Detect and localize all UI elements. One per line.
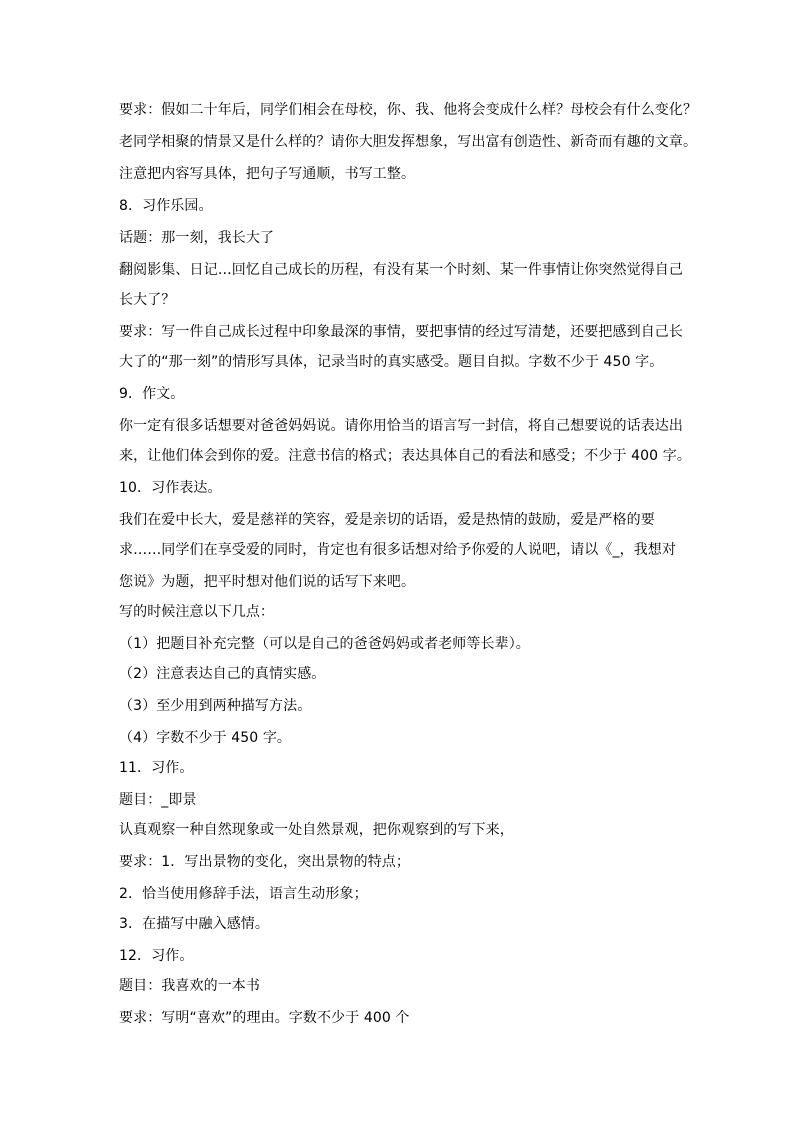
- list-item: （4）字数不少于 450 字。: [119, 730, 292, 746]
- text-line: 要求：假如二十年后，同学们相会在母校，你、我、他将会变成什么样？母校会有什么变化？: [119, 102, 698, 118]
- text-line: 认真观察一种自然现象或一处自然景观，把你观察到的写下来，: [119, 822, 514, 838]
- question-heading: 10．习作表达。: [119, 480, 222, 496]
- text-line: 老同学相聚的情景又是什么样的？请你大胆发挥想象，写出富有创造性、新奇而有趣的文章。: [119, 134, 698, 150]
- list-item: （1）把题目补充完整（可以是自己的爸爸妈妈或者老师等长辈）。: [119, 636, 530, 652]
- text-line: 我们在爱中长大，爱是慈祥的笑容，爱是亲切的话语，爱是热情的鼓励，爱是严格的要: [119, 512, 655, 528]
- question-heading: 9．作文。: [119, 386, 185, 402]
- text-line: 话题：那一刻，我长大了: [119, 230, 275, 246]
- text-line: 写的时候注意以下几点：: [119, 604, 275, 620]
- text-line: 要求：写明“喜欢”的理由。字数不少于 400 个: [119, 1010, 410, 1026]
- text-line: 大了的“那一刻”的情形写具体，记录当时的真实感受。题目自拟。字数不少于 450 字。: [119, 354, 664, 370]
- list-item: （2）注意表达自己的真情实感。: [119, 666, 326, 682]
- list-item: 3．在描写中融入感情。: [119, 916, 270, 932]
- list-item: （3）至少用到两种描写方法。: [119, 698, 312, 714]
- text-line: 注意把内容写具体，把句子写通顺，书写工整。: [119, 166, 416, 182]
- text-line: 题目：我喜欢的一本书: [119, 978, 260, 994]
- text-line: 您说》为题，把平时想对他们说的话写下来吧。: [119, 574, 416, 590]
- text-line: 来，让他们体会到你的爱。注意书信的格式；表达具体自己的看法和感受；不少于 400 字。: [119, 448, 691, 464]
- question-heading: 11．习作。: [119, 760, 194, 776]
- question-heading: 12．习作。: [119, 948, 194, 964]
- text-line: 翻阅影集、日记…回忆自己成长的历程，有没有某一个时刻、某一件事情让你突然觉得自己: [119, 262, 683, 278]
- question-heading: 8．习作乐园。: [119, 198, 213, 214]
- text-line: 求……同学们在享受爱的同时，肯定也有很多话想对给予你爱的人说吧，请以《_，我想对: [119, 542, 676, 558]
- list-item: 2．恰当使用修辞手法，语言生动形象；: [119, 886, 368, 902]
- text-line: 要求：1．写出景物的变化，突出景物的特点；: [119, 854, 411, 870]
- text-line: 题目：_即景: [119, 792, 197, 808]
- text-line: 你一定有很多话想要对爸爸妈妈说。请你用恰当的语言写一封信，将自己想要说的话表达出: [119, 418, 683, 434]
- text-line: 长大了？: [119, 292, 176, 308]
- text-line: 要求：写一件自己成长过程中印象最深的事情，要把事情的经过写清楚，还要把感到自己长: [119, 324, 683, 340]
